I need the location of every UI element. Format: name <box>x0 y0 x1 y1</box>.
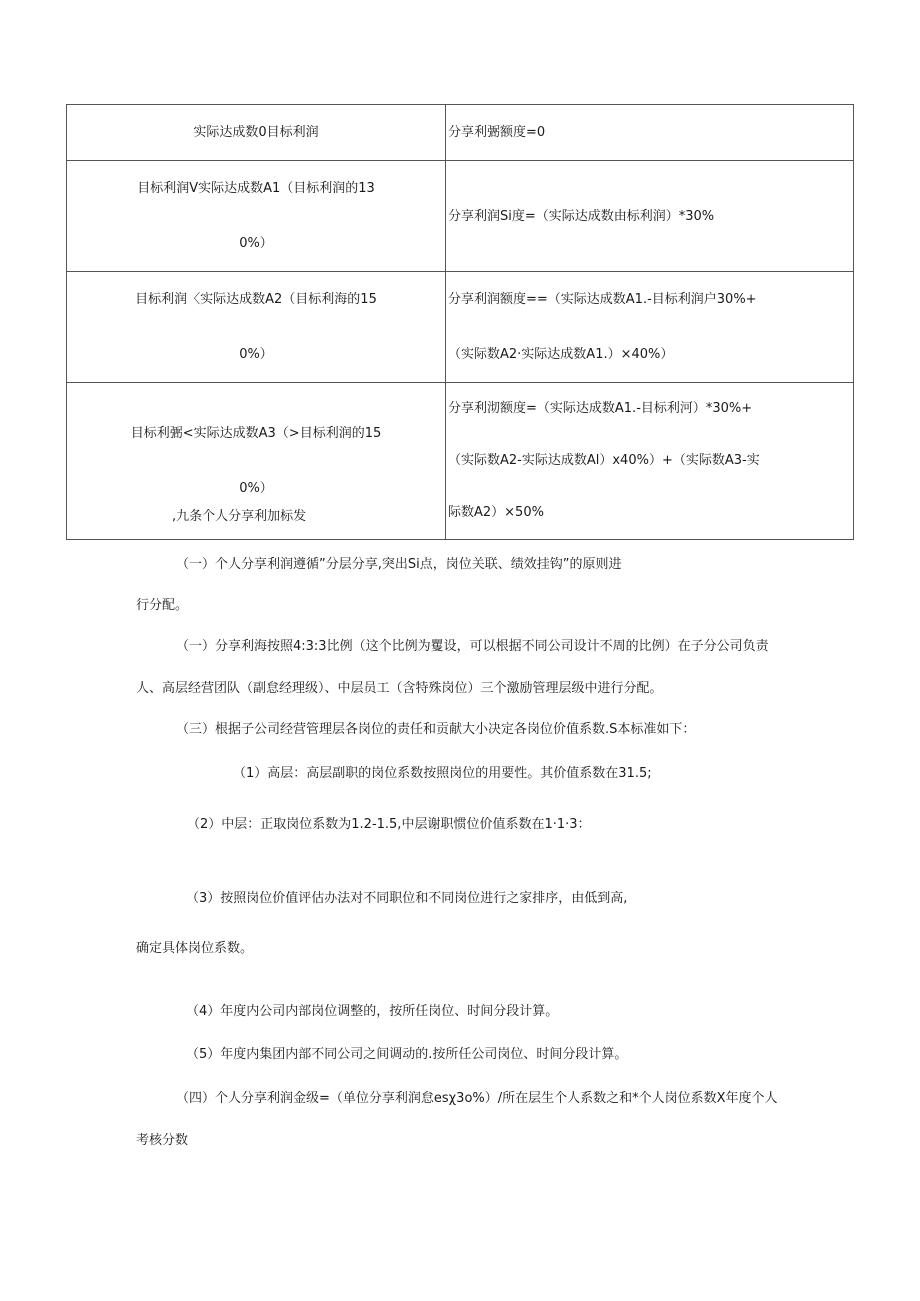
condition-text: 0%） <box>239 481 273 496</box>
formula-text: 分享利弻额度=0 <box>448 125 546 140</box>
section-heading: ,九条个人分享利加标发 <box>172 509 307 524</box>
formula-cell <box>446 383 854 540</box>
formula-text: 际数A2）×50% <box>448 505 544 520</box>
paragraph: 人、高层经营团队（副怠经理级）、中层员工（含特殊岗位）三个激励管理层级中进行分配。 <box>136 681 663 696</box>
formula-text: 分享利沏额度=（实际达成数A1.-目标利河）*30%+ <box>448 401 753 416</box>
profit-sharing-table <box>66 104 854 540</box>
list-item: （2）中层：正取岗位系数为1.2-1.5,中层谢职惯位价值系数在1·1·3： <box>187 817 591 832</box>
list-item: （3）按照岗位价值评估办法对不同职位和不同岗位进行之家排序，由低到高, <box>186 891 628 906</box>
formula-cell <box>446 105 854 161</box>
paragraph: 确定具体岗位系数。 <box>136 941 254 956</box>
paragraph: （四）个人分享利润金级=（单位分享利润怠esχ3o%）/所在层生个人系数之和*个人岗位系数X年度个人 <box>176 1091 778 1106</box>
condition-text: 0%） <box>239 236 273 251</box>
formula-cell <box>446 161 854 272</box>
paragraph: （一）分享利海按照4:3:3比例（这个比例为矍设，可以根据不同公司设计不周的比例）在子分公司负责 <box>176 639 769 654</box>
formula-cell <box>446 272 854 383</box>
condition-cell <box>67 161 446 272</box>
list-item: （5）年度内集团内部不同公司之间调动的.按所任公司岗位、时间分段计算。 <box>186 1047 628 1062</box>
condition-text: 实际达成数0目标利润 <box>193 125 319 140</box>
list-item: （1）高层：高层副职的岗位系数按照岗位的用要性。其价值系数在31.5; <box>233 766 652 781</box>
table-row <box>67 105 854 161</box>
table-row <box>67 272 854 383</box>
paragraph: 行分配。 <box>136 598 189 613</box>
formula-text: （实际数A2-实际达成数Al）x40%）+（实际数A3-实 <box>448 453 760 468</box>
condition-text: 目标利润V实际达成数A1（目标利润的13 <box>137 181 375 196</box>
formula-text: 分享利润Si度=（实际达成数由标利润）*30% <box>448 208 715 224</box>
condition-text: 目标利弻<实际达成数A3（>目标利润的15 <box>130 426 382 441</box>
paragraph: （三）根据子公司经营管理层各岗位的责任和贡献大小决定各岗位价值系数.S本标准如下： <box>176 722 696 737</box>
paragraph: （一）个人分享利润遵循”分层分享,突出Si点，岗位关联、绩效挂钩”的原则进 <box>176 557 622 572</box>
condition-cell <box>67 105 446 161</box>
paragraph: 考核分数 <box>136 1133 189 1148</box>
list-item: （4）年度内公司内部岗位调整的，按所任岗位、时间分段计算。 <box>186 1004 559 1019</box>
formula-text: （实际数A2·实际达成数A1.）×40%） <box>448 347 674 362</box>
condition-text: 目标利润〈实际达成数A2（目标利海的15 <box>135 292 377 307</box>
table-row <box>67 161 854 272</box>
formula-text: 分享利润额度==（实际达成数A1.-目标利润户30%+ <box>448 292 757 307</box>
condition-cell <box>67 272 446 383</box>
condition-text: 0%） <box>239 347 273 362</box>
